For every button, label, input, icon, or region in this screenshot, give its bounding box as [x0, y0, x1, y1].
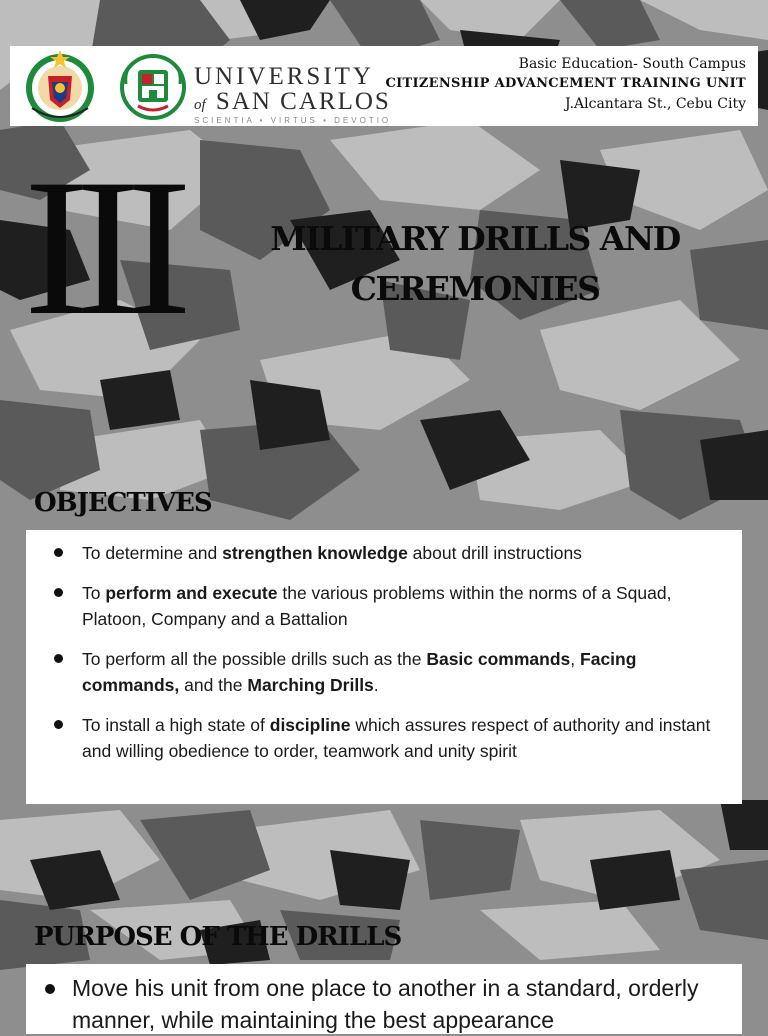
address: J.Alcantara St., Cebu City: [565, 96, 746, 112]
campus-name: Basic Education- South Campus: [518, 56, 746, 72]
emphasis-text: Basic commands: [426, 649, 571, 669]
chapter-number: III: [24, 139, 178, 356]
objective-item: [82, 540, 722, 566]
objectives-heading: OBJECTIVES: [34, 488, 212, 518]
usc-seal-icon: [118, 54, 188, 120]
objectives-box: [26, 530, 742, 804]
objective-item: [82, 712, 722, 764]
emphasis-text: strengthen knowledge: [222, 543, 408, 563]
bullet-text: To: [82, 583, 106, 603]
university-line2-text: SAN CARLOS: [215, 88, 391, 115]
bullet-text: about drill instructions: [407, 543, 582, 563]
bullet-text: .: [373, 675, 379, 695]
objective-item: [82, 580, 722, 632]
bullet-text: which assures respect of authority and instant and willing obedience to order, teamwork and unity spirit: [82, 715, 711, 761]
emphasis-text: perform and execute: [105, 583, 278, 603]
university-motto: SCIENTIA • VIRTUS • DEVOTIO: [194, 116, 392, 125]
bullet-text: To install a high state of: [82, 715, 270, 735]
header-banner: [10, 46, 758, 126]
purpose-item: [72, 972, 732, 1036]
university-line2: [194, 89, 391, 114]
header-address-block: [385, 54, 746, 114]
bullet-text: ,: [570, 649, 581, 669]
university-name: [194, 64, 391, 125]
university-of: of: [194, 97, 206, 113]
cat-unit-seal-icon: [12, 48, 108, 124]
emphasis-text: Marching Drills: [247, 675, 374, 695]
bullet-text: To determine and: [82, 543, 223, 563]
university-line1: UNIVERSITY: [194, 63, 374, 90]
chapter-title-line1: MILITARY DRILLS AND: [270, 219, 680, 258]
objectives-list: [82, 540, 722, 778]
purpose-heading: PURPOSE OF THE DRILLS: [34, 922, 402, 952]
purpose-list: [72, 972, 732, 1036]
objective-item: [82, 646, 722, 698]
bullet-text: the various problems within the norms of a Squad, Platoon, Company and a Battalion: [82, 583, 672, 629]
chapter-title-line2: CEREMONIES: [350, 269, 600, 308]
emphasis-text: discipline: [269, 715, 351, 735]
emphasis-text: Facing commands,: [82, 649, 637, 695]
bullet-text: and the: [179, 675, 248, 695]
chapter-title: [240, 214, 710, 314]
unit-name: CITIZENSHIP ADVANCEMENT TRAINING UNIT: [385, 76, 746, 91]
bullet-text: Move his unit from one place to another in a standard, orderly manner, while maintaining the best appearance: [72, 975, 699, 1033]
bullet-text: To perform all the possible drills such as the: [82, 649, 427, 669]
